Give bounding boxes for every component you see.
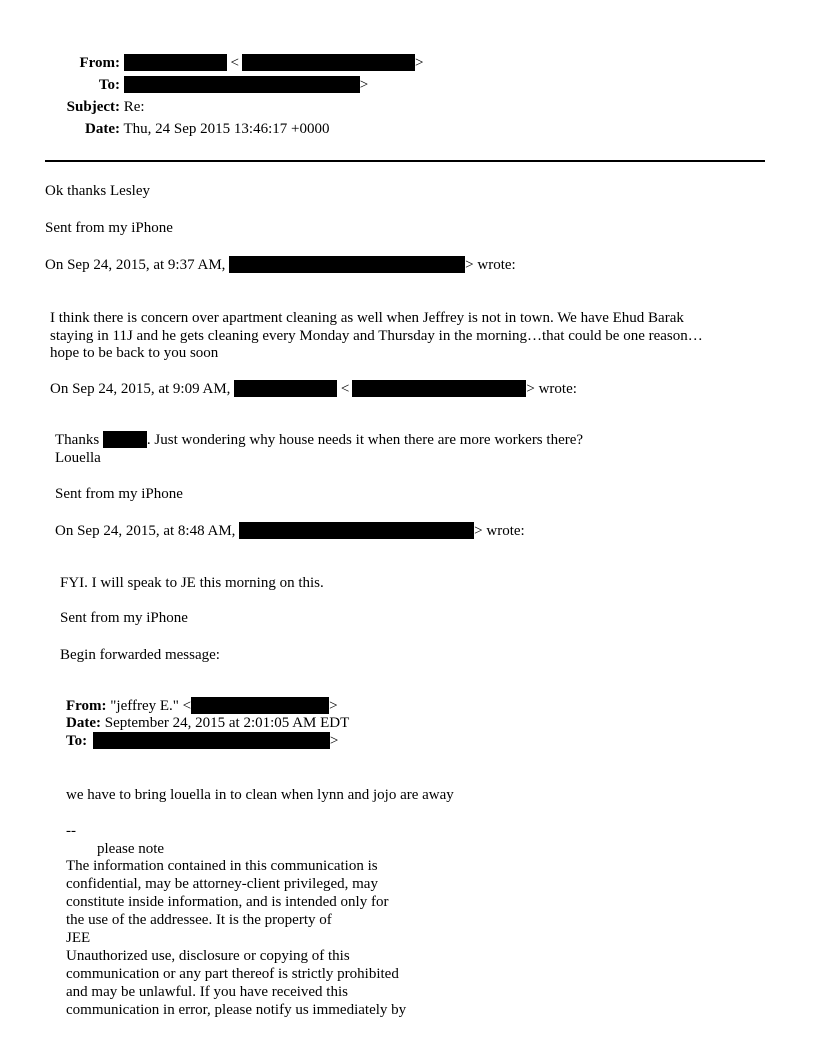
to-label: To: xyxy=(98,77,120,93)
disclaimer-line: Unauthorized use, disclosure or copying of this xyxy=(66,948,350,964)
disclaimer-line: the use of the addressee. It is the property of xyxy=(66,912,332,928)
fwd-message: we have to bring louella in to clean when lynn and jojo are away xyxy=(66,787,454,803)
header-from xyxy=(4,54,423,72)
disclaimer-line: JEE xyxy=(66,930,91,946)
from-label: From: xyxy=(66,698,107,714)
redaction xyxy=(229,256,465,273)
from-name: "jeffrey E." < xyxy=(110,698,192,714)
bracket: < xyxy=(340,381,350,397)
disclaimer-line: communication in error, please notify us immediately by xyxy=(66,1002,407,1018)
redaction xyxy=(239,522,474,539)
redaction xyxy=(234,380,337,397)
intro-text: On Sep 24, 2015, at 8:48 AM, xyxy=(55,523,236,539)
quote1-line: I think there is concern over apartment cleaning as well when Jeffrey is not in town. We have Ehud Barak xyxy=(50,310,684,326)
redaction xyxy=(242,54,415,71)
to-label: To: xyxy=(66,733,88,749)
redaction xyxy=(191,697,329,714)
from-label: From: xyxy=(79,55,120,71)
signature: Sent from my iPhone xyxy=(60,610,188,626)
quote1-line: hope to be back to you soon xyxy=(50,345,219,361)
bracket: > xyxy=(359,77,369,93)
please-note: please note xyxy=(97,841,165,857)
fwd-date xyxy=(66,714,349,732)
quote2-body: . Just wondering why house needs it when there are more workers there? xyxy=(146,432,584,448)
disclaimer-line: constitute inside information, and is intended only for xyxy=(66,894,389,910)
disclaimer-line: confidential, may be attorney-client privileged, may xyxy=(66,876,378,892)
bracket: > xyxy=(329,698,338,714)
bracket: < xyxy=(230,55,239,71)
header-subject xyxy=(4,98,145,116)
quote3-intro xyxy=(55,522,525,540)
divider xyxy=(45,160,765,162)
reply-text: Ok thanks Lesley xyxy=(45,183,150,199)
bracket: > xyxy=(329,733,339,749)
bracket: > xyxy=(414,55,424,71)
redaction xyxy=(352,380,526,397)
date-label: Date: xyxy=(85,121,120,137)
date-label: Date: xyxy=(66,715,101,731)
quote2-text xyxy=(55,431,583,449)
disclaimer-line: communication or any part thereof is strictly prohibited xyxy=(66,966,399,982)
header-date xyxy=(4,120,329,138)
sig-separator: -- xyxy=(66,823,76,839)
quote1-line: staying in 11J and he gets cleaning every Monday and Thursday in the morning…that could be one reason… xyxy=(50,328,703,344)
wrote-text: > wrote: xyxy=(474,523,525,539)
quote1-intro xyxy=(45,256,516,274)
date-value: September 24, 2015 at 2:01:05 AM EDT xyxy=(104,715,350,731)
quote2-signature: Louella xyxy=(55,450,101,466)
intro-text: On Sep 24, 2015, at 9:37 AM, xyxy=(45,257,226,273)
header-to xyxy=(4,76,368,94)
intro-text: On Sep 24, 2015, at 9:09 AM, xyxy=(50,381,231,397)
disclaimer-line: and may be unlawful. If you have received this xyxy=(66,984,348,1000)
redaction xyxy=(124,54,227,71)
forwarded-label: Begin forwarded message: xyxy=(60,647,220,663)
quote3-text: FYI. I will speak to JE this morning on this. xyxy=(60,575,324,591)
quote2-intro xyxy=(50,380,577,398)
redaction xyxy=(103,431,147,448)
disclaimer-line: The information contained in this communication is xyxy=(66,858,378,874)
thanks-text: Thanks xyxy=(55,432,100,448)
subject-label: Subject: xyxy=(66,99,120,115)
fwd-to xyxy=(66,732,338,750)
signature: Sent from my iPhone xyxy=(55,486,183,502)
signature: Sent from my iPhone xyxy=(45,220,173,236)
redaction xyxy=(124,76,360,93)
date-value: Thu, 24 Sep 2015 13:46:17 +0000 xyxy=(123,121,330,137)
subject-value: Re: xyxy=(123,99,145,115)
fwd-from xyxy=(66,697,338,715)
redaction xyxy=(93,732,330,749)
wrote-text: > wrote: xyxy=(465,257,516,273)
wrote-text: > wrote: xyxy=(526,381,577,397)
